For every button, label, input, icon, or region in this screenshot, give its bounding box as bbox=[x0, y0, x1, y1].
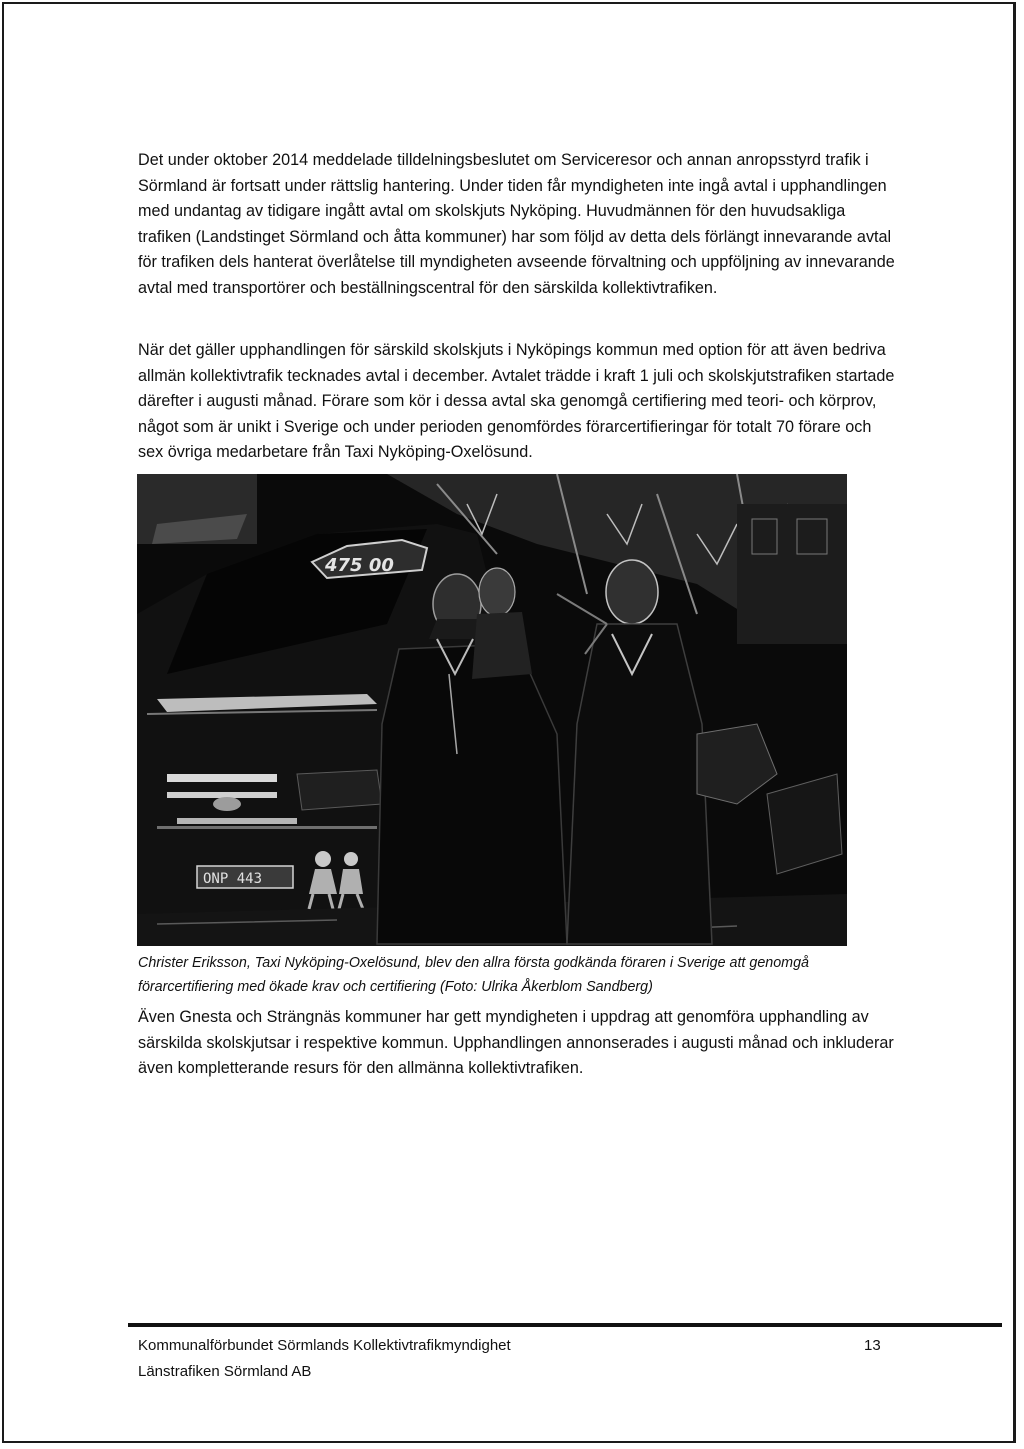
paragraph-skolskjuts-nykoping: När det gäller upphandlingen för särskild skolskjuts i Nyköpings kommun med option för att även bedriva allmän kollektivtrafik tecknades avtal i december. Avtalet trädde i kraft 1 juli och skolskjutstrafiken startade därefter i augusti månad. Förare som kör i dessa avtal ska genomgå certifiering med teori- och körprov, något som är unikt i Sverige och under perioden genomfördes förarcertifieringar för totalt 70 förare och sex övriga medarbetare från Taxi Nyköping-Oxelösund. bbox=[138, 341, 895, 461]
paragraph-servicetrafik: Det under oktober 2014 meddelade tilldelningsbeslutet om Serviceresor och annan anropsstyrd trafik i Sörmland är fortsatt under rättslig hantering. Under tiden får myndigheten inte ingå avtal i upphandlingen med undantag av tidigare ingått avtal om skolskjuts Nyköping. Huvudmännen för den huvudsakliga trafiken (Landstinget Sörmland och åtta kommuner) har som följd av detta dels förlängt innevarande avtal för trafiken dels hanterat överlåtelse till myndigheten avseende förvaltning och uppföljning av innevarande avtal med transportörer och beställningscentral för den särskilda kollektivtrafiken. bbox=[138, 151, 895, 297]
footer-company: Länstrafiken Sörmland AB bbox=[138, 1363, 312, 1380]
vehicle-roof-sign: 475 00 bbox=[325, 555, 394, 576]
photo-taxi-driver bbox=[137, 474, 847, 946]
photo-caption: Christer Eriksson, Taxi Nyköping-Oxelösund, blev den allra första godkända föraren i Sverige att genomgå förarcertifiering med ökade krav och certifiering (Foto: Ulrika Åkerblom Sandberg) bbox=[138, 955, 809, 995]
footer-organization: Kommunalförbundet Sörmlands Kollektivtrafikmyndighet bbox=[138, 1337, 511, 1354]
page-number: 13 bbox=[864, 1337, 881, 1354]
paragraph-gnesta-strangnas: Även Gnesta och Strängnäs kommuner har gett myndigheten i uppdrag att genomföra upphandling av särskilda skolskjutsar i respektive kommun. Upphandlingen annonserades i augusti månad och inkluderar även kompletterande resurs för den allmänna kollektivtrafiken. bbox=[138, 1008, 894, 1077]
footer-rule bbox=[128, 1323, 1002, 1327]
vehicle-license-plate: ONP 443 bbox=[203, 871, 263, 887]
